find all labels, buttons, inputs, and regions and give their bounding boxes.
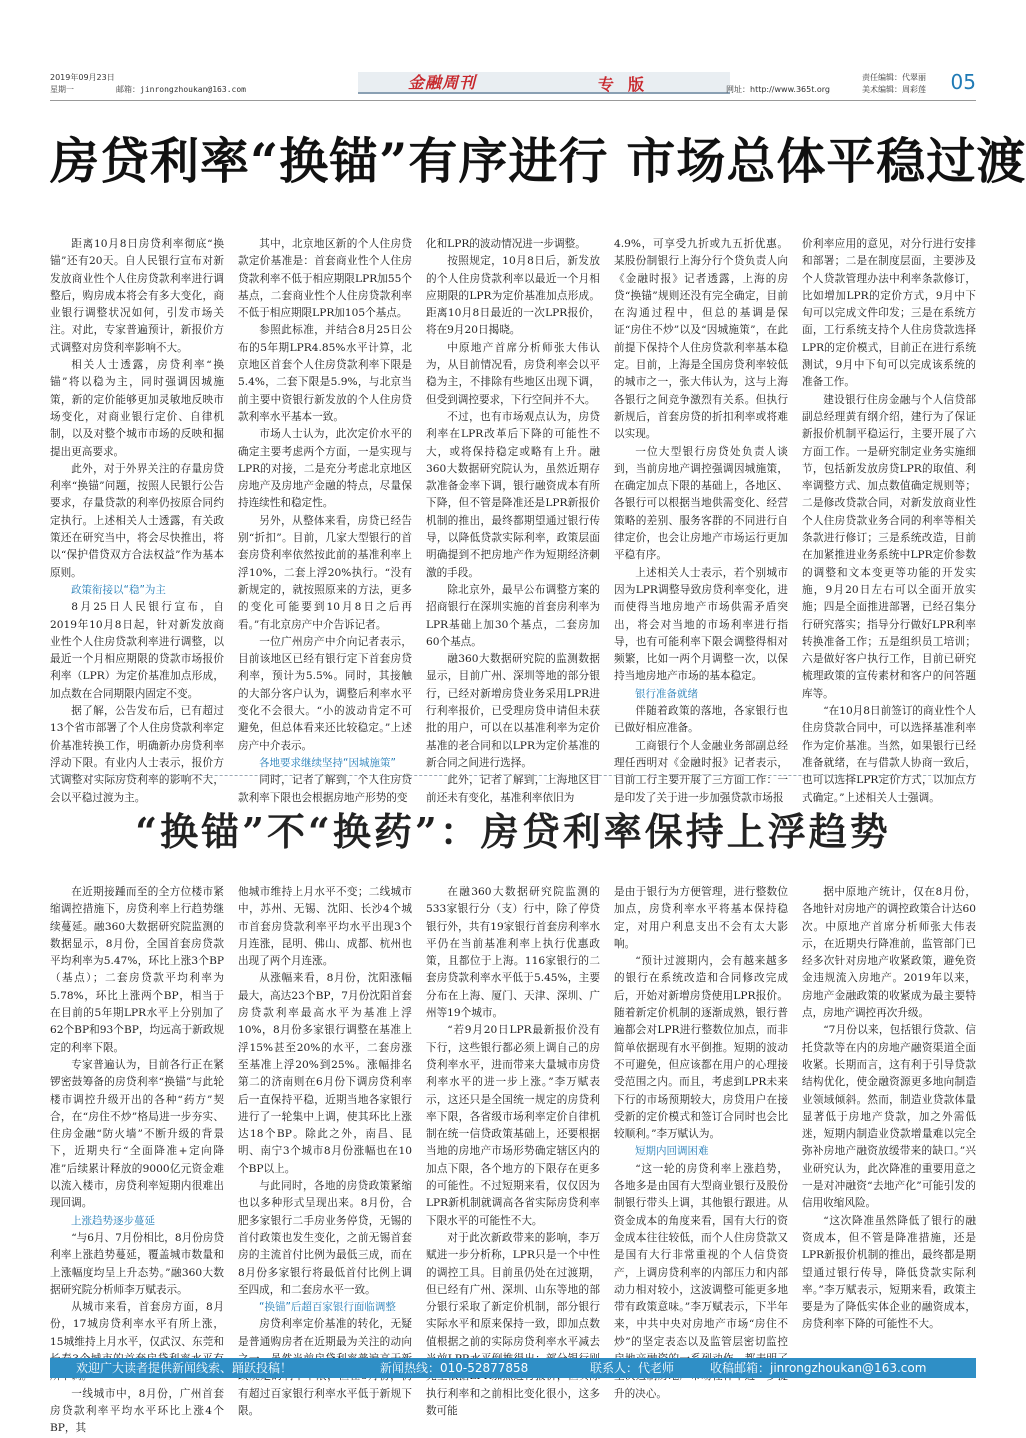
paragraph: 对于此次新政带来的影响，李万赋进一步分析称，LPR只是一个中性的调控工具。目前虽仍处在过渡期，但已经有广州、深圳、山东等地的部分银行采取了新定价机制，部分银行实际水平和原来保持一致，即加点数值根据之前的实际房贷利率水平减去 执行利率和之前相比变化很小，这多数可能 <box>426 1231 600 1417</box>
paragraph: 一位广州房产中介向记者表示，目前该地区已经有银行定下首套房贷利率，预计为5.5%。同时，其接触的大部分客户认为，调整后利率水平变化不会很大。“小的波动肯定不可避免，但总体看来还比较稳定。”上述房产中介表示。 <box>238 635 412 752</box>
article-column <box>50 236 224 804</box>
paragraph: “7月份以来，包括银行贷款、信托贷款等在内的房地产融资渠道全面收紧。长期而言，这有利于引导贷款结构优化，使金融资源更多地向制造业领域倾斜。然而，制造业贷款体量显著低于房地产贷款，加之外需低迷，短期内制造业贷款增量难以完全弥补房地产融资放缓带来的缺口。”兴业研究认为，此次降准的重要用意之一是对冲融资“去地产化”可能引发的信用收缩风险。 <box>802 1024 976 1210</box>
paragraph: 建设银行住房金融与个人信贷部副总经理黄有纲介绍，建行为了保证新报价机制平稳运行，主要开展了六方面工作。一是研究制定业务实施细节，包括新发放房贷LPR的取值、利率调整方式、加点数值确定规则等；二是修改贷款合同，对新发放商业性个人住房贷款业务合同的利率等相关条款进行修订；三是系统改造，目前在加紧推进业务系统中LPR定价参数的调整和文本变更等功能的开发实施，9月20日左右可以全面开放实施；四是全面推进部署，已经召集分行研究落实；指导分行做好LPR利率转换准备工作；五是组织员工培训；六是做好客户执行工作，目前已研究梳理政策的宣传素材和客户的问答题库等。 <box>802 393 976 700</box>
paragraph: 与此同时，各地的房贷政策紧缩也以多种形式呈现出来。8月份，合肥多家银行二手房业务停贷，无锡的首付政策也发生变化，之前无锡首套房的主流首付比例为最低三成，而在8月份多家银行将最低首付比例上调至四成，和二套房水平一致。 <box>238 1180 412 1296</box>
paragraph: 专家普遍认为，目前各行正在紧锣密鼓筹备的房贷利率“换锚”与此轮楼市调控升级开出的各种“药方”契合，在“房住不炒”格局进一步夯实、住房金融“防火墙”不断升级的背景下，近期央行“全面降准+定向降准”后续累计释放的9000亿元资金难以流入楼市，房贷利率短期内很难出现回调。 <box>50 1058 224 1210</box>
masthead-email[interactable]: 邮箱：jinrongzhoukan@163.com <box>116 85 246 94</box>
paragraph: 相关人士透露，房贷利率“换锚”将以稳为主，同时强调因城施策，新的定价能够更加灵敏地反映市场变化，对商业银行定价、自律机制，以及对整个城市市场的反映和掘提出更高要求。 <box>50 359 224 458</box>
paragraph: 一位大型银行房贷处负责人谈到，当前房地产调控强调因城施策，在确定加点下限的基础上，各地区、各银行可以根据当地供需变化、经营策略的差别、服务客群的不同进行自律定价，也会让房地产市场运行更加平稳有序。 <box>614 445 788 562</box>
paragraph: 市场人士认为，此次定价水平的确定主要考虑两个方面，一是实现与LPR的对接，二是充分考虑北京地区房地产及房地产金融的特点，尽量保持连续性和稳定性。 <box>238 428 412 510</box>
article-column <box>614 236 788 804</box>
paragraph: 参照此标准，并结合8月25日公布的5年期LPR4.85%水平计算，北京地区首套个人住房贷款利率下限是5.4%，二套下限是5.9%，与北京当前主要中资银行新发放的个人住房贷款利率水平基本一致。 <box>238 324 412 423</box>
article1-headline: 房贷利率“换锚”有序进行 市场总体平稳过渡 <box>50 132 1026 190</box>
paragraph: 按照规定，10月8日后，新发放的个人住房贷款利率以最近一个月相应期限的LPR为定价基准加点形成。距离10月8日最近的一次LPR报价，将在9月20日揭晓。 <box>426 255 600 337</box>
issue-weekday: 星期一 <box>50 85 74 94</box>
paragraph: 价利率应用的意见，对分行进行安排和部署；二是在制度层面，主要涉及个人贷款管理办法中利率条款修订，比如增加LPR的定价方式，9月中下旬可以完成文件印发；三是在系统方面，工行系统支持个人住房贷款选择LPR的定价模式，目前正在进行系统测试，9月中下旬可以完成该系统的准备工作。 <box>802 238 976 389</box>
article1-body <box>50 236 976 804</box>
article-column <box>802 236 976 804</box>
page-number: 05 <box>950 70 976 94</box>
subheading: 银行准备就绪 <box>635 687 698 700</box>
paragraph: 在融360大数据研究院监测的533家银行分（支）行中，除了停贷银行外，共有19家银行首套房利率水平仍在当前基准利率上执行优惠政策，且都位于上海。116家银行的二套房贷款利率水平低于5.45%，主要分布在上海、厦门、天津、深圳、广州等19个城市。 <box>426 886 600 1020</box>
paragraph: “预计过渡期内，会有越来越多的银行在系统改造和合同修改完成后，开始对新增房贷使用LPR报价。随着新定价机制的逐渐成熟，银行普遍都会对LPR进行整数位加点，而非简单依据现有水平倒推。短期的波动不可避免，但应该都在用户的心理接受范围之内。而且，考虑到LPR未来下行的市场预期较大，房贷用户在接受新的定价模式和签订合同时也会比较顺利。”李万赋认为。 <box>614 955 788 1141</box>
editor-credit: 责任编辑：代翠丽 <box>862 73 926 82</box>
newspaper-logo: 金融周刊 <box>408 73 477 92</box>
footer-submission-email[interactable]: 收稿邮箱：jinrongzhoukan@163.com <box>710 1361 927 1375</box>
article2-headline: “换锚”不“换药”：房贷利率保持上浮趋势 <box>135 809 891 854</box>
paragraph: “与6月、7月份相比，8月份房贷利率上涨趋势蔓延，覆盖城市数量和上涨幅度均呈上升态势。”融360大数据研究院分析师李万赋表示。 <box>50 1231 224 1296</box>
subheading: 短期内回调困难 <box>635 1145 709 1158</box>
paragraph: 融360大数据研究院的监测数据显示，目前广州、深圳等地的部分银行，已经对新增房贷业务采用LPR进行利率报价，已受理房贷申请但未获批的用户，可以在以基准利率为定价基准的老合同和以LPR为定价基准的新合同之间进行选择。 <box>426 653 600 769</box>
section-name: 专版 <box>598 75 659 94</box>
paragraph: 8月25日人民银行宣布，自2019年10月8日起，针对新发放商业性个人住房贷款利率进行调整，以最近一个月相应期限的贷款市场报价利率（LPR）为定价基准加点形成，加点数在合同期限内固定不变。 <box>50 601 224 700</box>
paragraph: 在近期接踵而至的全方位楼市紧缩调控措施下，房贷利率上行趋势继续蔓延。融360大数据研究院监测的数据显示，8月份，全国首套房贷款平均利率为5.47%，环比上涨3个BP（基点）；二套房贷款平均利率为5.78%，环比上涨两个BP，相当于在目前的5年期LPR水平上分别加了62个BP和93个BP，均远高于新政规定的利率下限。 <box>50 886 224 1054</box>
paragraph: 距离10月8日房贷利率彻底“换锚”还有20天。自人民银行宣布对新发放商业性个人住房贷款利率进行调整后，购房成本将会有多大变化，商业银行调整状况如何，引发市场关注。对此，专家普遍预计，新报价方式调整对房贷利率影响不大。 <box>50 238 224 354</box>
paragraph: 据中原地产统计，仅在8月份，各地针对房地产的调控政策合计达60次。中原地产首席分析师张大伟表示，在近期央行降准前，监管部门已经多次针对房地产收紧政策，避免资金违规流入房地产。2019年以来，房地产金融政策的收紧成为最主要特点，房地产调控再次升级。 <box>802 886 976 1020</box>
paragraph: 据了解，公告发布后，已有超过13个省市部署了个人住房贷款利率定价基准转换工作，明确新办房贷利率浮动下限。有业内人士表示，报价方式调整对实际房贷利率的影响不大，会以平稳过渡为主。 <box>50 705 224 804</box>
paragraph: 此外，对于外界关注的存量房贷利率“换锚”问题，按照人民银行公告要求，存量贷款的利率仍按原合同约定执行。上述相关人士透露，有关政策还在研究当中，将会尽快推出，将以“保护借贷双方合法权益”作为基本原则。 <box>50 462 224 579</box>
subheading: “换锚”后超百家银行面临调整 <box>259 1301 396 1314</box>
paragraph: “若9月20日LPR最新报价没有下行，这些银行都必须上调自己的房贷利率水平，进而带来大量城市房贷利率水平的进一步上涨。”李万赋表示，这还只是全国统一规定的房贷利率下限，各省级市场利率定价自律机制在统一信贷政策基础上，还要根据当地的房地产市场形势确定辖区内的加点下限，各个地方的下限存在更多的可能性。不过短期来看，仅仅因为LPR新机制就调高各省实际房贷利率下限水平的可能性不大。 <box>426 1024 600 1227</box>
subheading: 上涨趋势逐步蔓延 <box>71 1214 155 1227</box>
paragraph: “在10月8日前签订的商业性个人住房贷款合同中，可以选择基准利率作为定价基准。当然，如果银行已经准备就绪，在与借款人协商一致后，也可以选择LPR定价方式，以加点方式确定。”上述相关人士强调。 <box>802 705 976 804</box>
paragraph: 此外，记者了解到，上海地区目前还未有变化，基准利率依旧为 <box>426 774 600 804</box>
paragraph: 另外，从整体来看，房贷已经告别“折扣”。目前，几家大型银行的首套房贷利率依然按此前的基准利率上浮10%，二套上浮20%执行。“没有新规定的，就按照原来的方法，更多的变化可能要到10月8日之后再看。”有北京房产中介告诉记者。 <box>238 514 412 631</box>
paragraph: “这次降准虽然降低了银行的融资成本，但不管是降准措施，还是LPR新报价机制的推出，最终都是期望通过银行传导，降低贷款实际利率。”李万赋表示，短期来看，政策主要是为了降低实体企业的融资成本，房贷利率下降的可能性不大。 <box>802 1214 976 1331</box>
paragraph: 伴随着政策的落地，各家银行也已做好相应准备。 <box>614 705 788 735</box>
article-column <box>426 236 600 804</box>
article-column <box>802 884 976 1344</box>
paragraph: 从涨幅来看，8月份，沈阳涨幅最大，高达23个BP，7月份沈阳首套房贷款利率最高水平为基准上浮10%，8月份多家银行调整在基准上浮15%甚至20%的水平，二套房涨至基准上浮20%到25%。涨幅排名第二的济南则在6月份下调房贷利率后一直保持平稳，近期当地各家银行进行了一轮集中上调，使其环比上涨达18个BP。除此之外，南昌、昆明、南宁3个城市8月份涨幅也在10个BP以上。 <box>238 972 412 1175</box>
issue-date: 2019年09月23日 <box>50 73 115 82</box>
paragraph: 从城市来看，首套房方面，8月份，17城房贷利率水平有所上涨，15城维持上月水平，仅武汉、东莞和 <box>50 1301 224 1348</box>
footer-welcome: 欢迎广大读者提供新闻线索、踊跃投稿！ <box>76 1361 293 1375</box>
paragraph: 上述相关人士表示，若个别城市因为LPR调整导致房贷利率变化，进而使得当地房地产市场供需矛盾突出，将会对当地的市场利率进行指导，也有可能利率下限会调整得相对频繁，比如一两个月调整一次，以保持当地房地产市场的基本稳定。 <box>614 566 788 683</box>
article-divider <box>50 775 976 776</box>
paragraph: 中原地产首席分析师张大伟认为，从目前情况看，房贷利率会以平稳为主，不排除有些地区出现下调，但受到调控要求，下行空间并不大。 <box>426 341 600 406</box>
paragraph: 房贷利率定价基准的转化，无疑是普通购房者在近期最为关注的动向 有超过百家银行利率水平低于新规下限。 <box>238 1318 412 1417</box>
footer-bar <box>50 1358 976 1378</box>
masthead-rule <box>50 100 976 101</box>
masthead-date-block <box>50 72 115 96</box>
paragraph: 同时，记者了解到，个人住房贷款利率下限也会根据房地产形势的变 <box>238 774 412 804</box>
footer-contact: 联系人：代老师 <box>590 1361 675 1375</box>
paragraph: 化和LPR的波动情况进一步调整。 <box>426 238 586 250</box>
masthead-editors <box>862 72 926 96</box>
paragraph: 除北京外，最早公布调整方案的招商银行在深圳实施的首套房利率为LPR基础上加30个基点，二套房加60个基点。 <box>426 583 600 648</box>
article-column <box>238 884 412 1417</box>
paragraph: 是由于银行为方便管理，进行整数位加点，房贷利率水平将基本保持稳定，对用户利息支出不会有太大影响。 <box>614 886 788 950</box>
subheading: 各地要求继续坚持“因城施策” <box>259 756 396 769</box>
art-editor-credit: 美术编辑：周彩莲 <box>862 85 926 94</box>
paragraph: 他城市维持上月水平不变；二线城市中，苏州、无锡、沈阳、长沙4个城市首套房贷款利率平均水平出现3个月连涨，昆明、佛山、成都、杭州也出现了两个月连涨。 <box>238 886 412 968</box>
article-column <box>238 236 412 804</box>
footer-hotline: 新闻热线：010-52877858 <box>380 1361 529 1375</box>
paragraph: 一线城市中，8月份，广州首套房贷款利率平均水平环比上涨4个BP，其 <box>50 1387 224 1435</box>
paragraph: 不过，也有市场观点认为，房贷利率在LPR改革后下降的可能性不大，或将保持稳定或略有上升。融360大数据研究院认为，虽然近期存款准备金率下调，银行融资成本有所下降，但不管是降准还是LPR新报价机制的推出，最终都期望通过银行传导，以降低贷款实际利率，政策层面明确提到不把房地产作为短期经济刺激的手段。 <box>426 410 600 579</box>
subheading: 政策衔接以“稳”为主 <box>71 583 166 596</box>
masthead-website[interactable]: 网址：http://www.365t.org <box>726 85 831 94</box>
paragraph: 其中，北京地区新的个人住房贷款定价基准是：首套商业性个人住房贷款利率不低于相应期限LPR加55个基点，二套商业性个人住房贷款利率不低于相应期限LPR加105个基点。 <box>238 238 412 320</box>
paragraph: 工商银行个人金融业务部副总经理任西明对《金融时报》记者表示，目前工行主要开展了三方面工作：一是印发了关于进一步加强贷款市场报 <box>614 739 788 804</box>
paragraph: 4.9%，可享受九折或九五折优惠。某股份制银行上海分行个贷负责人向《金融时报》记者透露，上海的房贷“换锚”规则还没有完全确定，目前在沟通过程中，但总的基调是保证“房住不炒”以及“因城施策”，在此前提下保持个人住房贷款利率基本稳定。目前，上海是全国房贷利率较低的城市之一，张大伟认为，这与上海各银行之间竞争激烈有关系。但执行新规后，首套房贷的折扣利率或将难以实现。 <box>614 238 788 441</box>
paragraph: “这一轮的房贷利率上涨趋势，各地多是由国有大型商业银行及股份制银行带头上调，其他银行跟进。从资金成本的角度来看，国有大行的资金成本往往较低，而个人住房贷款又是国有大行非常重视的个人信贷资产，上调房贷利率的内部压力和内部动力相对较小，这波调整可能更多地带有政策意味。”李万赋表示，下半年来，中共中央对房地产市场“房住不炒”的坚定表态以及监管层密切监控 升的决心。 <box>614 1162 788 1400</box>
masthead <box>50 70 976 106</box>
